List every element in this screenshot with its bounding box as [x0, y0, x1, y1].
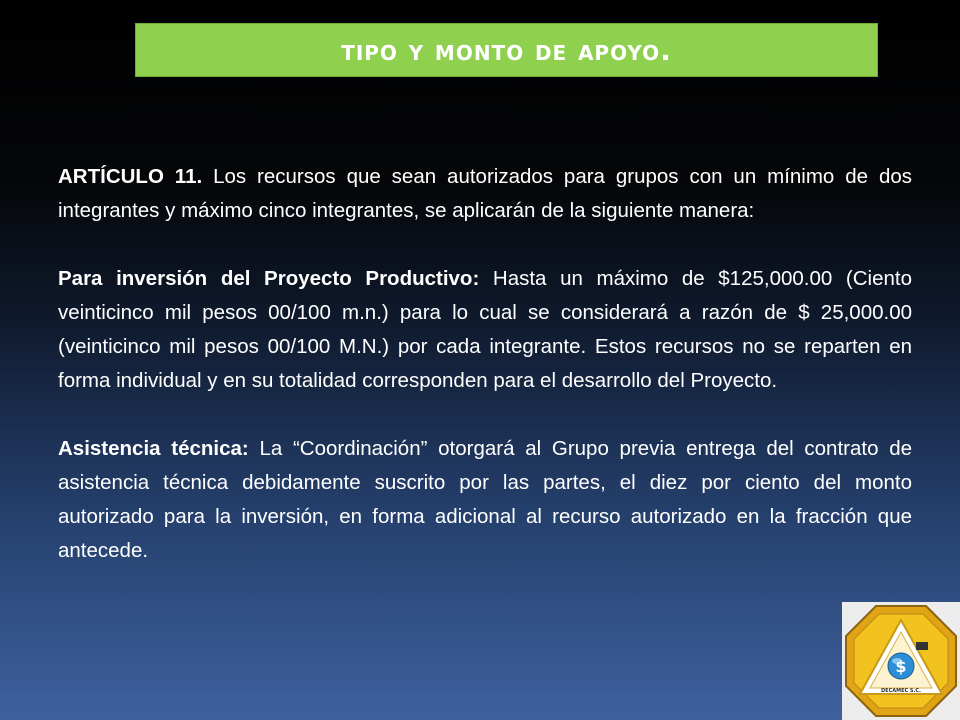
decamec-logo	[842, 602, 960, 720]
title-banner	[135, 23, 878, 77]
logo-label: DECAMEC S.C.	[881, 688, 921, 694]
paragraph-lead: Asistencia técnica:	[58, 437, 249, 460]
paragraph-articulo	[58, 160, 912, 228]
svg-text:$: $	[895, 657, 907, 676]
paragraph-inversion	[58, 262, 912, 398]
paragraph-lead: ARTÍCULO 11.	[58, 165, 203, 188]
paragraph-text: La “Coordinación” otorgará al Grupo previa entrega del contrato de asistencia técnica debidamente suscrito por las partes, el diez por ciento del monto autorizado para la inversión, en forma adicional al recurso autorizado en la fracción que antecede.	[58, 437, 912, 562]
paragraph-asistencia	[58, 432, 912, 568]
slide-body	[58, 160, 912, 602]
octagon-emblem-icon	[842, 602, 960, 720]
paragraph-text: Los recursos que sean autorizados para grupos con un mínimo de dos integrantes y máximo cinco integrantes, se aplicarán de la siguiente manera:	[58, 165, 912, 222]
slide-title: tipo y monto de apoyo.	[341, 33, 672, 67]
paragraph-text: Hasta un máximo de $125,000.00 (Ciento veinticinco mil pesos 00/100 m.n.) para lo cual se considerará a razón de $ 25,000.00 (veinticinco mil pesos 00/100 M.N.) por cada integrante. Estos recursos no se reparten en forma individual y en su totalidad corresponden para el desarrollo del Proyecto.	[58, 267, 912, 392]
paragraph-lead: Para inversión del Proyecto Productivo:	[58, 267, 480, 290]
